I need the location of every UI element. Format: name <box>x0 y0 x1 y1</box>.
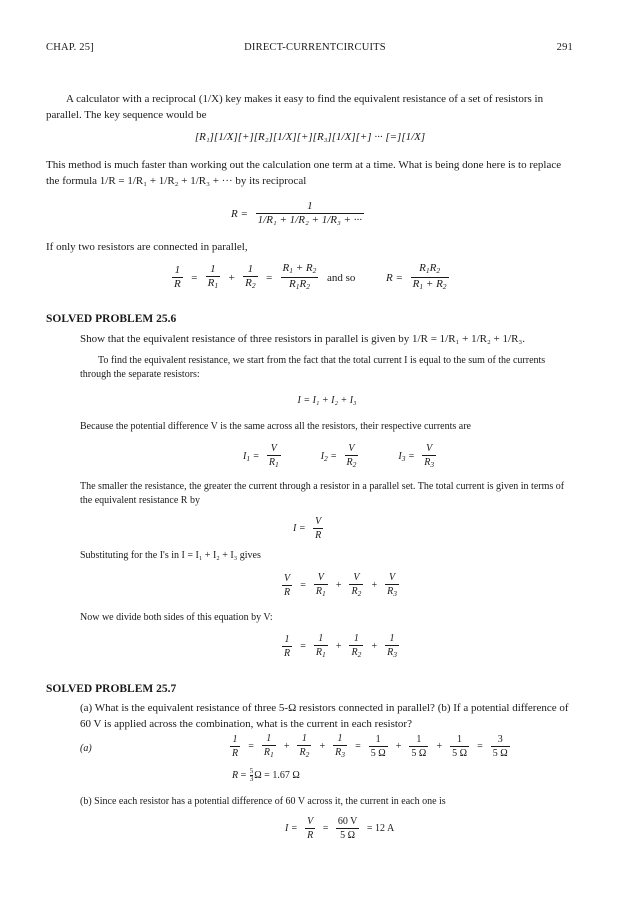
question-25-6: Show that the equivalent resistance of three resistors in parallel is given by 1/R = 1/R₁ + 1/R₂ + 1/R₃. <box>80 333 525 345</box>
total-current-equation: I = $\frac{V}{R}$ <box>293 516 322 541</box>
chapter-label: CHAP. 25] <box>46 42 94 53</box>
two-resistor-result: R = $\frac{R_1R_2}{R_1 + R_2}$ <box>386 262 447 291</box>
eq-numerator: 1 <box>256 200 364 214</box>
solution-25-6-text-4: Substituting for the I's in I = I₁ + I₂ + I₃ gives <box>80 550 261 561</box>
eq-lhs: R = <box>231 207 248 220</box>
part-b-result: = 12 A <box>366 823 395 834</box>
heading-problem-25-7: SOLVED PROBLEM 25.7 <box>46 683 177 695</box>
part-b-denominator: 5 Ω <box>340 830 356 841</box>
part-a-equation: $\frac{1}{R}$ = $\frac{1}{R_1}$ + $\frac{1}{R_2}$ + $\frac{1}{R_3}$ = $\frac{1}{5 \Omega}$ + $\frac{1}{5 \Omega}$ + $\frac{1}{5 \Omega}$ = $\frac{3}{5 \Omega}$ <box>232 733 508 759</box>
substituted-equation: $\frac{V}{R}$ = $\frac{V}{R_1}$ + $\frac{V}{R_2}$ + $\frac{V}{R_3}$ <box>284 572 397 598</box>
part-b-r: R <box>307 830 314 841</box>
part-b-v: V <box>307 816 314 827</box>
intro-paragraph-3: If only two resistors are connected in parallel, <box>46 241 248 253</box>
running-title: DIRECT-CURRENTCIRCUITS <box>244 42 386 53</box>
part-a-label: (a) <box>80 743 92 754</box>
part-b-numerator: 60 V <box>337 816 358 827</box>
part-b-text: (b) Since each resistor has a potential difference of 60 V across it, the current in each one is <box>80 796 446 807</box>
solution-25-6-text-2: Because the potential difference V is the same across all the resistors, their respective currents are <box>80 421 471 432</box>
two-resistor-equation: $\frac{1}{R}$ = $\frac{1}{R_1}$ + $\frac{1}{R_2}$ = $\frac{R_1 + R_2}{R_1R_2}$ <box>174 262 317 291</box>
part-a-result: R = $\frac{5}{3}$ Ω = 1.67 Ω <box>232 767 300 783</box>
and-so-text: and so <box>327 272 356 284</box>
page-number: 291 <box>556 42 573 53</box>
eq-fraction <box>256 200 364 227</box>
branch-currents-equation: $I_1$ = $\frac{V}{R_1}$ $I_2$ = $\frac{V}{R_2}$ $I_3$ = $\frac{V}{R_3}$ <box>243 443 435 469</box>
solution-25-6-text-3: The smaller the resistance, the greater the current through a resistor in a parallel set. The total current is given in terms of the equivalent resistance R by <box>80 481 565 506</box>
part-a-result-value: Ω = 1.67 Ω <box>254 769 300 781</box>
intro-paragraph-1: A calculator with a reciprocal (1/X) key makes it easy to find the equivalent resistance of a set of resistors in parallel. The key sequence would be <box>46 93 544 121</box>
key-sequence: [R₁][1/X][+][R₂][1/X][+][R₃][1/X][+] ··· [=][1/X] <box>194 131 426 143</box>
solution-25-6-text-5: Now we divide both sides of this equation by V: <box>80 612 273 623</box>
part-b-equation: I = $\frac{V}{R}$ = $\frac{60 V}{5 \Omega}$ = 12 A <box>285 816 395 841</box>
eq-denominator: 1/R₁ + 1/R₂ + 1/R₃ + ··· <box>257 214 362 226</box>
final-parallel-equation: $\frac{1}{R}$ = $\frac{1}{R_1}$ + $\frac{1}{R_2}$ + $\frac{1}{R_3}$ <box>284 633 397 659</box>
current-sum-equation: I = I₁ + I₂ + I₃ <box>297 395 357 406</box>
heading-problem-25-6: SOLVED PROBLEM 25.6 <box>46 313 177 325</box>
question-25-7: (a) What is the equivalent resistance of three 5-Ω resistors connected in parallel? (b) If a potential difference of 60 V is applied across the combination, what is the current in each resistor? <box>80 702 569 730</box>
reciprocal-equation <box>228 200 366 227</box>
solution-25-6-text-1: To find the equivalent resistance, we start from the fact that the total current I is equal to the sum of the currents through the separate resistors: <box>80 355 546 380</box>
part-b-lhs: I = <box>285 823 298 834</box>
intro-paragraph-2: This method is much faster than working out the calculation one term at a time. What is being done here is to replace the formula 1/R = 1/R₁ + 1/R₂ + 1/R₃ + ··· by its reciprocal <box>46 159 562 187</box>
